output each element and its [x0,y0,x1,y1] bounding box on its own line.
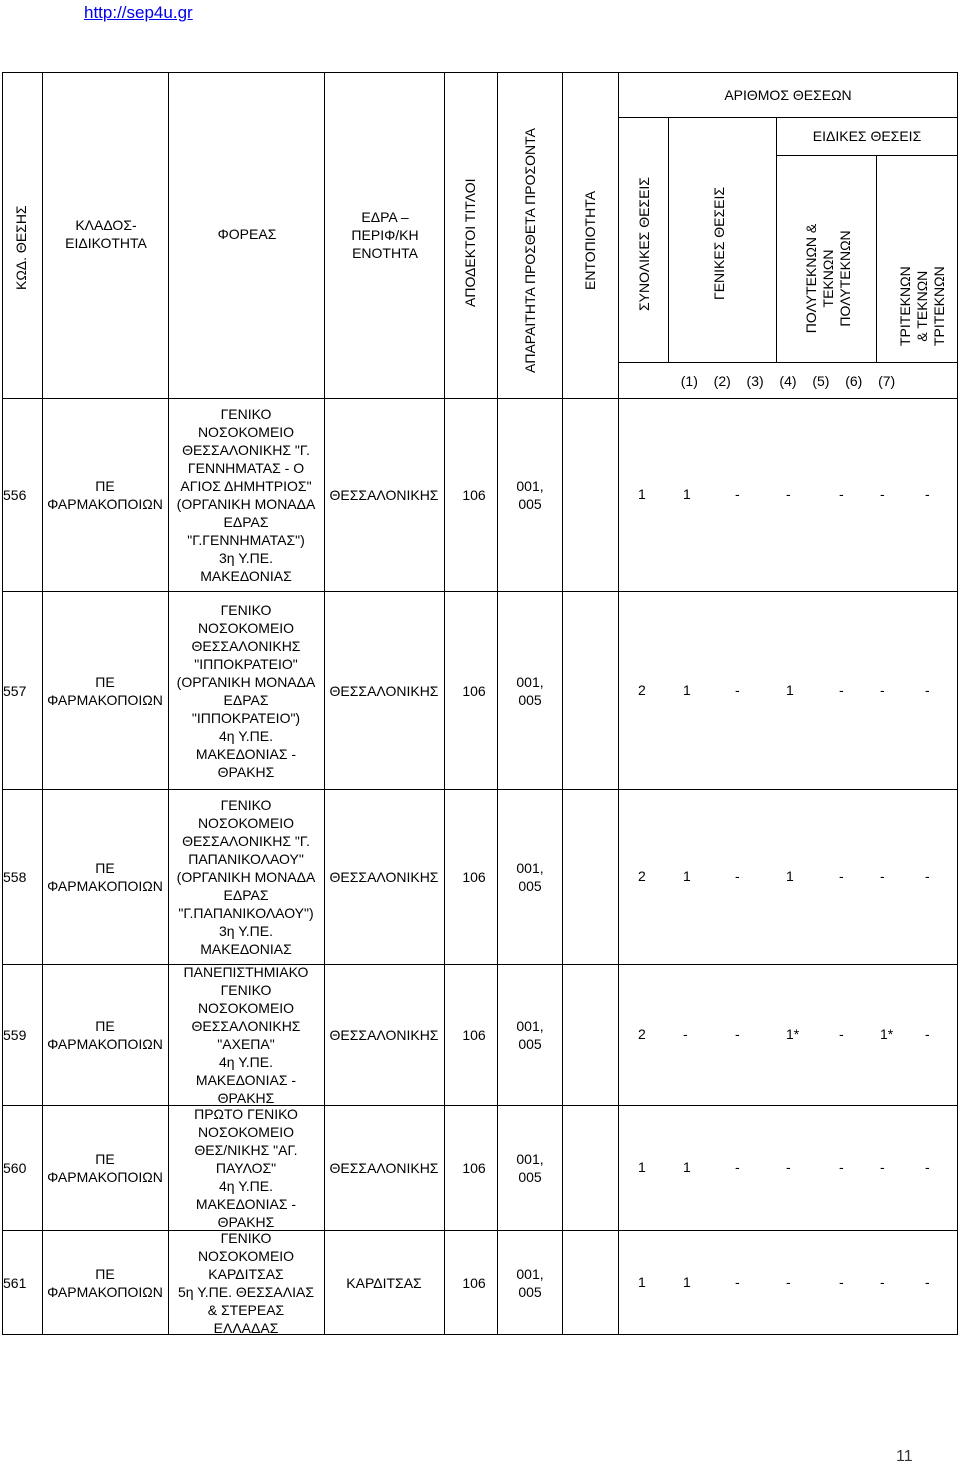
row-agency: ΠΑΝΕΠΙΣΤΗΜΙΑΚΟ ΓΕΝΙΚΟ ΝΟΣΟΚΟΜΕΙΟ ΘΕΣΣΑΛΟΝΙΚΗΣ "ΑΧΕΠΑ" 4η Υ.ΠΕ. ΜΑΚΕΔΟΝΙΑΣ - ΘΡΑΚΗΣ [183,964,309,1106]
row-count-1: 1 [638,1273,646,1290]
row-count-2: 1 [683,486,691,502]
row-count-6: - [880,1273,885,1290]
row-code: 561 [3,1274,27,1291]
row-count-5: - [839,1273,844,1290]
row-count-7: - [925,1273,930,1290]
row-count-6: 1* [880,1026,894,1042]
row-count-2: - [683,1026,688,1042]
header-titles: ΑΠΟΔΕΚΤΟΙ ΤΙΤΛΟΙ [462,178,478,307]
row-count-5: - [839,868,844,884]
row-seat: ΚΑΡΔΙΤΣΑΣ [346,1274,422,1291]
row-count-5: - [839,486,844,502]
row-count-4: 1 [786,868,794,884]
row-agency: ΓΕΝΙΚΟ ΝΟΣΟΚΟΜΕΙΟ ΘΕΣΣΑΛΟΝΙΚΗΣ "Γ. ΓΕΝΝΗΜΑΤΑΣ - Ο ΑΓΙΟΣ ΔΗΜΗΤΡΙΟΣ" (ΟΡΓΑΝΙΚΗ ΜΟΝΑΔΑ ΕΔΡΑΣ "Γ.ΓΕΝΝΗΜΑΤΑΣ") 3η Υ.ΠΕ. ΜΑΚΕΔΟΝΙΑΣ [176,406,316,584]
row-count-7: - [925,1026,930,1042]
row-seat: ΘΕΣΣΑΛΟΝΙΚΗΣ [329,869,439,885]
header-general: ΓΕΝΙΚΕΣ ΘΕΣΕΙΣ [711,186,727,300]
row-titles: 106 [462,1160,486,1176]
row-count-4: 1* [786,1026,800,1042]
row-count-3: - [735,681,740,698]
header-seat: ΕΔΡΑ – ΠΕΡΙΦ/ΚΗ ΕΝΟΤΗΤΑ [351,209,419,261]
header-agency: ΦΟΡΕΑΣ [217,226,277,242]
header-poly: ΠΟΛΥΤΕΚΝΩΝ & ΤΕΚΝΩΝ ΠΟΛΥΤΕΚΝΩΝ [803,223,853,334]
row-agency: ΓΕΝΙΚΟ ΝΟΣΟΚΟΜΕΙΟ ΘΕΣΣΑΛΟΝΙΚΗΣ "Γ. ΠΑΠΑΝΙΚΟΛΑΟΥ" (ΟΡΓΑΝΙΚΗ ΜΟΝΑΔΑ ΕΔΡΑΣ "Γ.ΠΑΠΑΝΙΚΟΛΑΟΥ") 3η Υ.ΠΕ. ΜΑΚΕΔΟΝΙΑΣ [176,797,316,957]
row-seat: ΘΕΣΣΑΛΟΝΙΚΗΣ [329,682,439,699]
row-count-2: 1 [683,681,691,698]
row-specialty: ΠΕ ΦΑΡΜΑΚΟΠΟΙΩΝ [47,1151,163,1185]
row-count-7: - [925,868,930,884]
row-count-7: - [925,681,930,698]
row-specialty: ΠΕ ΦΑΡΜΑΚΟΠΟΙΩΝ [47,860,163,894]
row-titles: 106 [462,1027,486,1043]
row-count-1: 2 [638,1026,646,1042]
row-count-6: - [880,681,885,698]
row-specialty: ΠΕ ΦΑΡΜΑΚΟΠΟΙΩΝ [47,478,163,512]
row-count-1: 1 [638,1159,646,1175]
header-positions: ΑΡΙΘΜΟΣ ΘΕΣΕΩΝ [724,87,852,103]
row-code: 556 [3,487,27,503]
row-count-2: 1 [683,1159,691,1175]
header-special: ΕΙΔΙΚΕΣ ΘΕΣΕΙΣ [812,128,922,144]
row-count-7: - [925,486,930,502]
row-count-1: 2 [638,681,646,698]
row-titles: 106 [462,1274,486,1291]
row-count-7: - [925,1159,930,1175]
source-link[interactable]: http://sep4u.gr [84,3,193,22]
row-agency: ΓΕΝΙΚΟ ΝΟΣΟΚΟΜΕΙΟ ΘΕΣΣΑΛΟΝΙΚΗΣ "ΙΠΠΟΚΡΑΤΕΙΟ" (ΟΡΓΑΝΙΚΗ ΜΟΝΑΔΑ ΕΔΡΑΣ "ΙΠΠΟΚΡΑΤΕΙΟ") 4η Υ.ΠΕ. ΜΑΚΕΔΟΝΙΑΣ - ΘΡΑΚΗΣ [176,601,316,780]
row-count-5: - [839,681,844,698]
page-number: 11 [896,1448,913,1465]
row-code: 558 [3,869,27,885]
header-tri: ΤΡΙΤΕΚΝΩΝ & ΤΕΚΝΩΝ ΤΡΙΤΕΚΝΩΝ [897,266,947,346]
row-count-6: - [880,868,885,884]
row-count-3: - [735,486,740,502]
row-extra: 001, 005 [516,1265,544,1300]
row-seat: ΘΕΣΣΑΛΟΝΙΚΗΣ [329,1160,439,1176]
row-count-2: 1 [683,1273,691,1290]
row-count-3: - [735,868,740,884]
header-extra: ΑΠΑΡΑΙΤΗΤΑ ΠΡΟΣΘΕΤΑ ΠΡΟΣΟΝΤΑ [522,128,538,373]
row-count-3: - [735,1273,740,1290]
row-agency: ΓΕΝΙΚΟ ΝΟΣΟΚΟΜΕΙΟ ΚΑΡΔΙΤΣΑΣ 5η Υ.ΠΕ. ΘΕΣΣΑΛΙΑΣ & ΣΤΕΡΕΑΣ ΕΛΛΑΔΑΣ [178,1229,314,1336]
header-specialty: ΚΛΑΔΟΣ- ΕΙΔΙΚΟΤΗΤΑ [65,217,147,251]
row-seat: ΘΕΣΣΑΛΟΝΙΚΗΣ [329,1027,439,1043]
row-specialty: ΠΕ ΦΑΡΜΑΚΟΠΟΙΩΝ [47,673,163,708]
header-total: ΣΥΝΟΛΙΚΕΣ ΘΕΣΕΙΣ [636,177,652,311]
header-location: ΕΝΤΟΠΙΟΤΗΤΑ [582,190,598,290]
row-code: 559 [3,1027,27,1043]
row-seat: ΘΕΣΣΑΛΟΝΙΚΗΣ [329,487,439,503]
row-count-6: - [880,1159,885,1175]
row-count-1: 2 [638,868,646,884]
row-count-2: 1 [683,868,691,884]
row-extra: 001, 005 [516,1151,544,1185]
row-extra: 001, 005 [516,673,544,708]
row-count-4: - [786,1273,791,1290]
row-count-4: - [786,1159,791,1175]
row-count-3: - [735,1159,740,1175]
row-count-1: 1 [638,486,646,502]
row-agency: ΠΡΩΤΟ ΓΕΝΙΚΟ ΝΟΣΟΚΟΜΕΙΟ ΘΕΣ/ΝΙΚΗΣ "ΑΓ. ΠΑΥΛΟΣ" 4η Υ.ΠΕ. ΜΑΚΕΔΟΝΙΑΣ - ΘΡΑΚΗΣ [194,1106,298,1230]
header-code: ΚΩΔ. ΘΕΣΗΣ [13,205,29,290]
row-code: 557 [3,682,27,699]
row-specialty: ΠΕ ΦΑΡΜΑΚΟΠΟΙΩΝ [47,1265,163,1300]
row-extra: 001, 005 [516,478,544,512]
row-specialty: ΠΕ ΦΑΡΜΑΚΟΠΟΙΩΝ [47,1018,163,1052]
row-count-6: - [880,486,885,502]
row-extra: 001, 005 [516,860,544,894]
row-titles: 106 [462,869,486,885]
row-extra: 001, 005 [516,1018,544,1052]
row-count-5: - [839,1159,844,1175]
row-code: 560 [3,1160,27,1176]
header-column-numbers: (1) (2) (3) (4) (5) (6) (7) [680,373,896,389]
row-titles: 106 [462,682,486,699]
row-count-5: - [839,1026,844,1042]
row-count-3: - [735,1026,740,1042]
row-titles: 106 [462,487,486,503]
row-count-4: - [786,486,791,502]
row-count-4: 1 [786,681,794,698]
